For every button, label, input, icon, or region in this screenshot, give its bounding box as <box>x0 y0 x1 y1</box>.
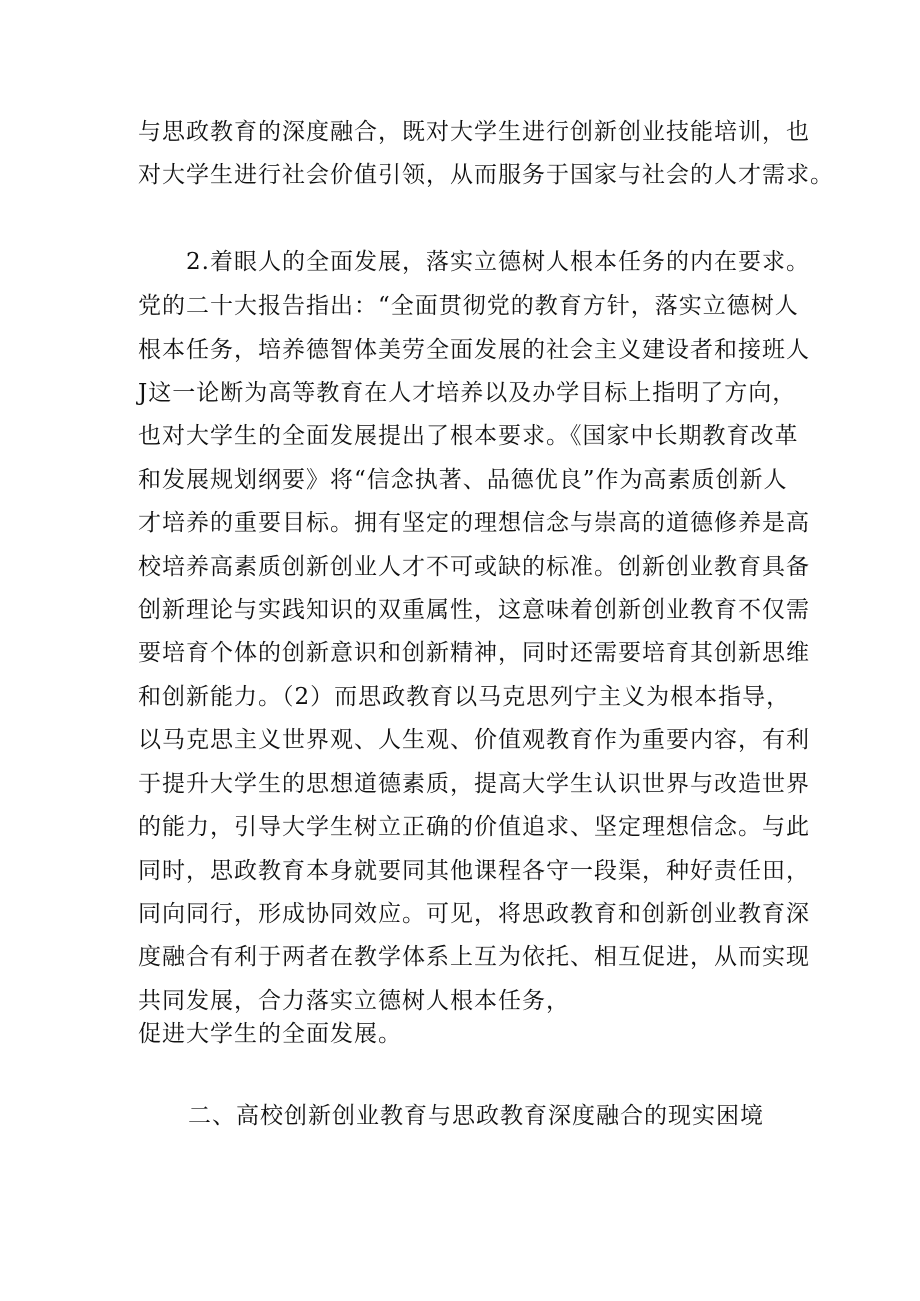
paragraph-2-line-12: 以马克思主义世界观、人生观、价值观教育作为重要内容，有利 <box>138 727 810 753</box>
paragraph-2-line-7: 才培养的重要目标。拥有坚定的理想信念与崇高的道德修养是高 <box>138 510 810 536</box>
section-heading: 二、高校创新创业教育与思政教育深度融合的现实困境 <box>188 1103 764 1129</box>
paragraph-2-line-18: 共同发展，合力落实立德树人根本任务， <box>138 988 570 1014</box>
paragraph-2-line-5: 也对大学生的全面发展提出了根本要求。《国家中长期教育改革 <box>138 423 799 449</box>
paragraph-2-line-13: 于提升大学生的思想道德素质，提高大学生认识世界与改造世界 <box>138 771 810 797</box>
paragraph-2-line-14: 的能力，引导大学生树立正确的价值追求、坚定理想信念。与此 <box>138 814 810 840</box>
paragraph-2-line-17: 度融合有利于两者在教学体系上互为依托、相互促进，从而实现 <box>138 944 810 970</box>
paragraph-2-line-6: 和发展规划纲要》将“信念执著、品德优良”作为高素质创新人 <box>138 467 788 493</box>
paragraph-2-line-2: 党的二十大报告指出：“全面贯彻党的教育方针，落实立德树人 <box>138 293 799 319</box>
paragraph-1-line-1: 与思政教育的深度融合，既对大学生进行创新创业技能培训，也 <box>138 119 810 145</box>
paragraph-2-line-1: 2.着眼人的全面发展，落实立德树人根本任务的内在要求。 <box>186 249 810 275</box>
paragraph-2-line-4: J这一论断为高等教育在人才培养以及办学目标上指明了方向， <box>138 380 797 406</box>
paragraph-2-line-9: 创新理论与实践知识的双重属性，这意味着创新创业教育不仅需 <box>138 597 810 623</box>
paragraph-2-line-3: 根本任务，培养德智体美劳全面发展的社会主义建设者和接班人 <box>138 337 810 363</box>
paragraph-2-line-8: 校培养高素质创新创业人才不可或缺的标准。创新创业教育具备 <box>138 554 810 580</box>
paragraph-2-line-10: 要培育个体的创新意识和创新精神，同时还需要培育其创新思维 <box>138 640 810 666</box>
paragraph-1-line-2: 对大学生进行社会价值引领，从而服务于国家与社会的人才需求。 <box>138 162 834 188</box>
paragraph-2-line-16: 同向同行，形成协同效应。可见，将思政教育和创新创业教育深 <box>138 901 810 927</box>
paragraph-2-line-19: 促进大学生的全面发展。 <box>138 1021 402 1047</box>
paragraph-2-line-11: 和创新能力。（2）而思政教育以马克思列宁主义为根本指导， <box>138 684 791 710</box>
paragraph-2-line-15: 同时，思政教育本身就要同其他课程各守一段渠，种好责任田， <box>138 858 810 884</box>
